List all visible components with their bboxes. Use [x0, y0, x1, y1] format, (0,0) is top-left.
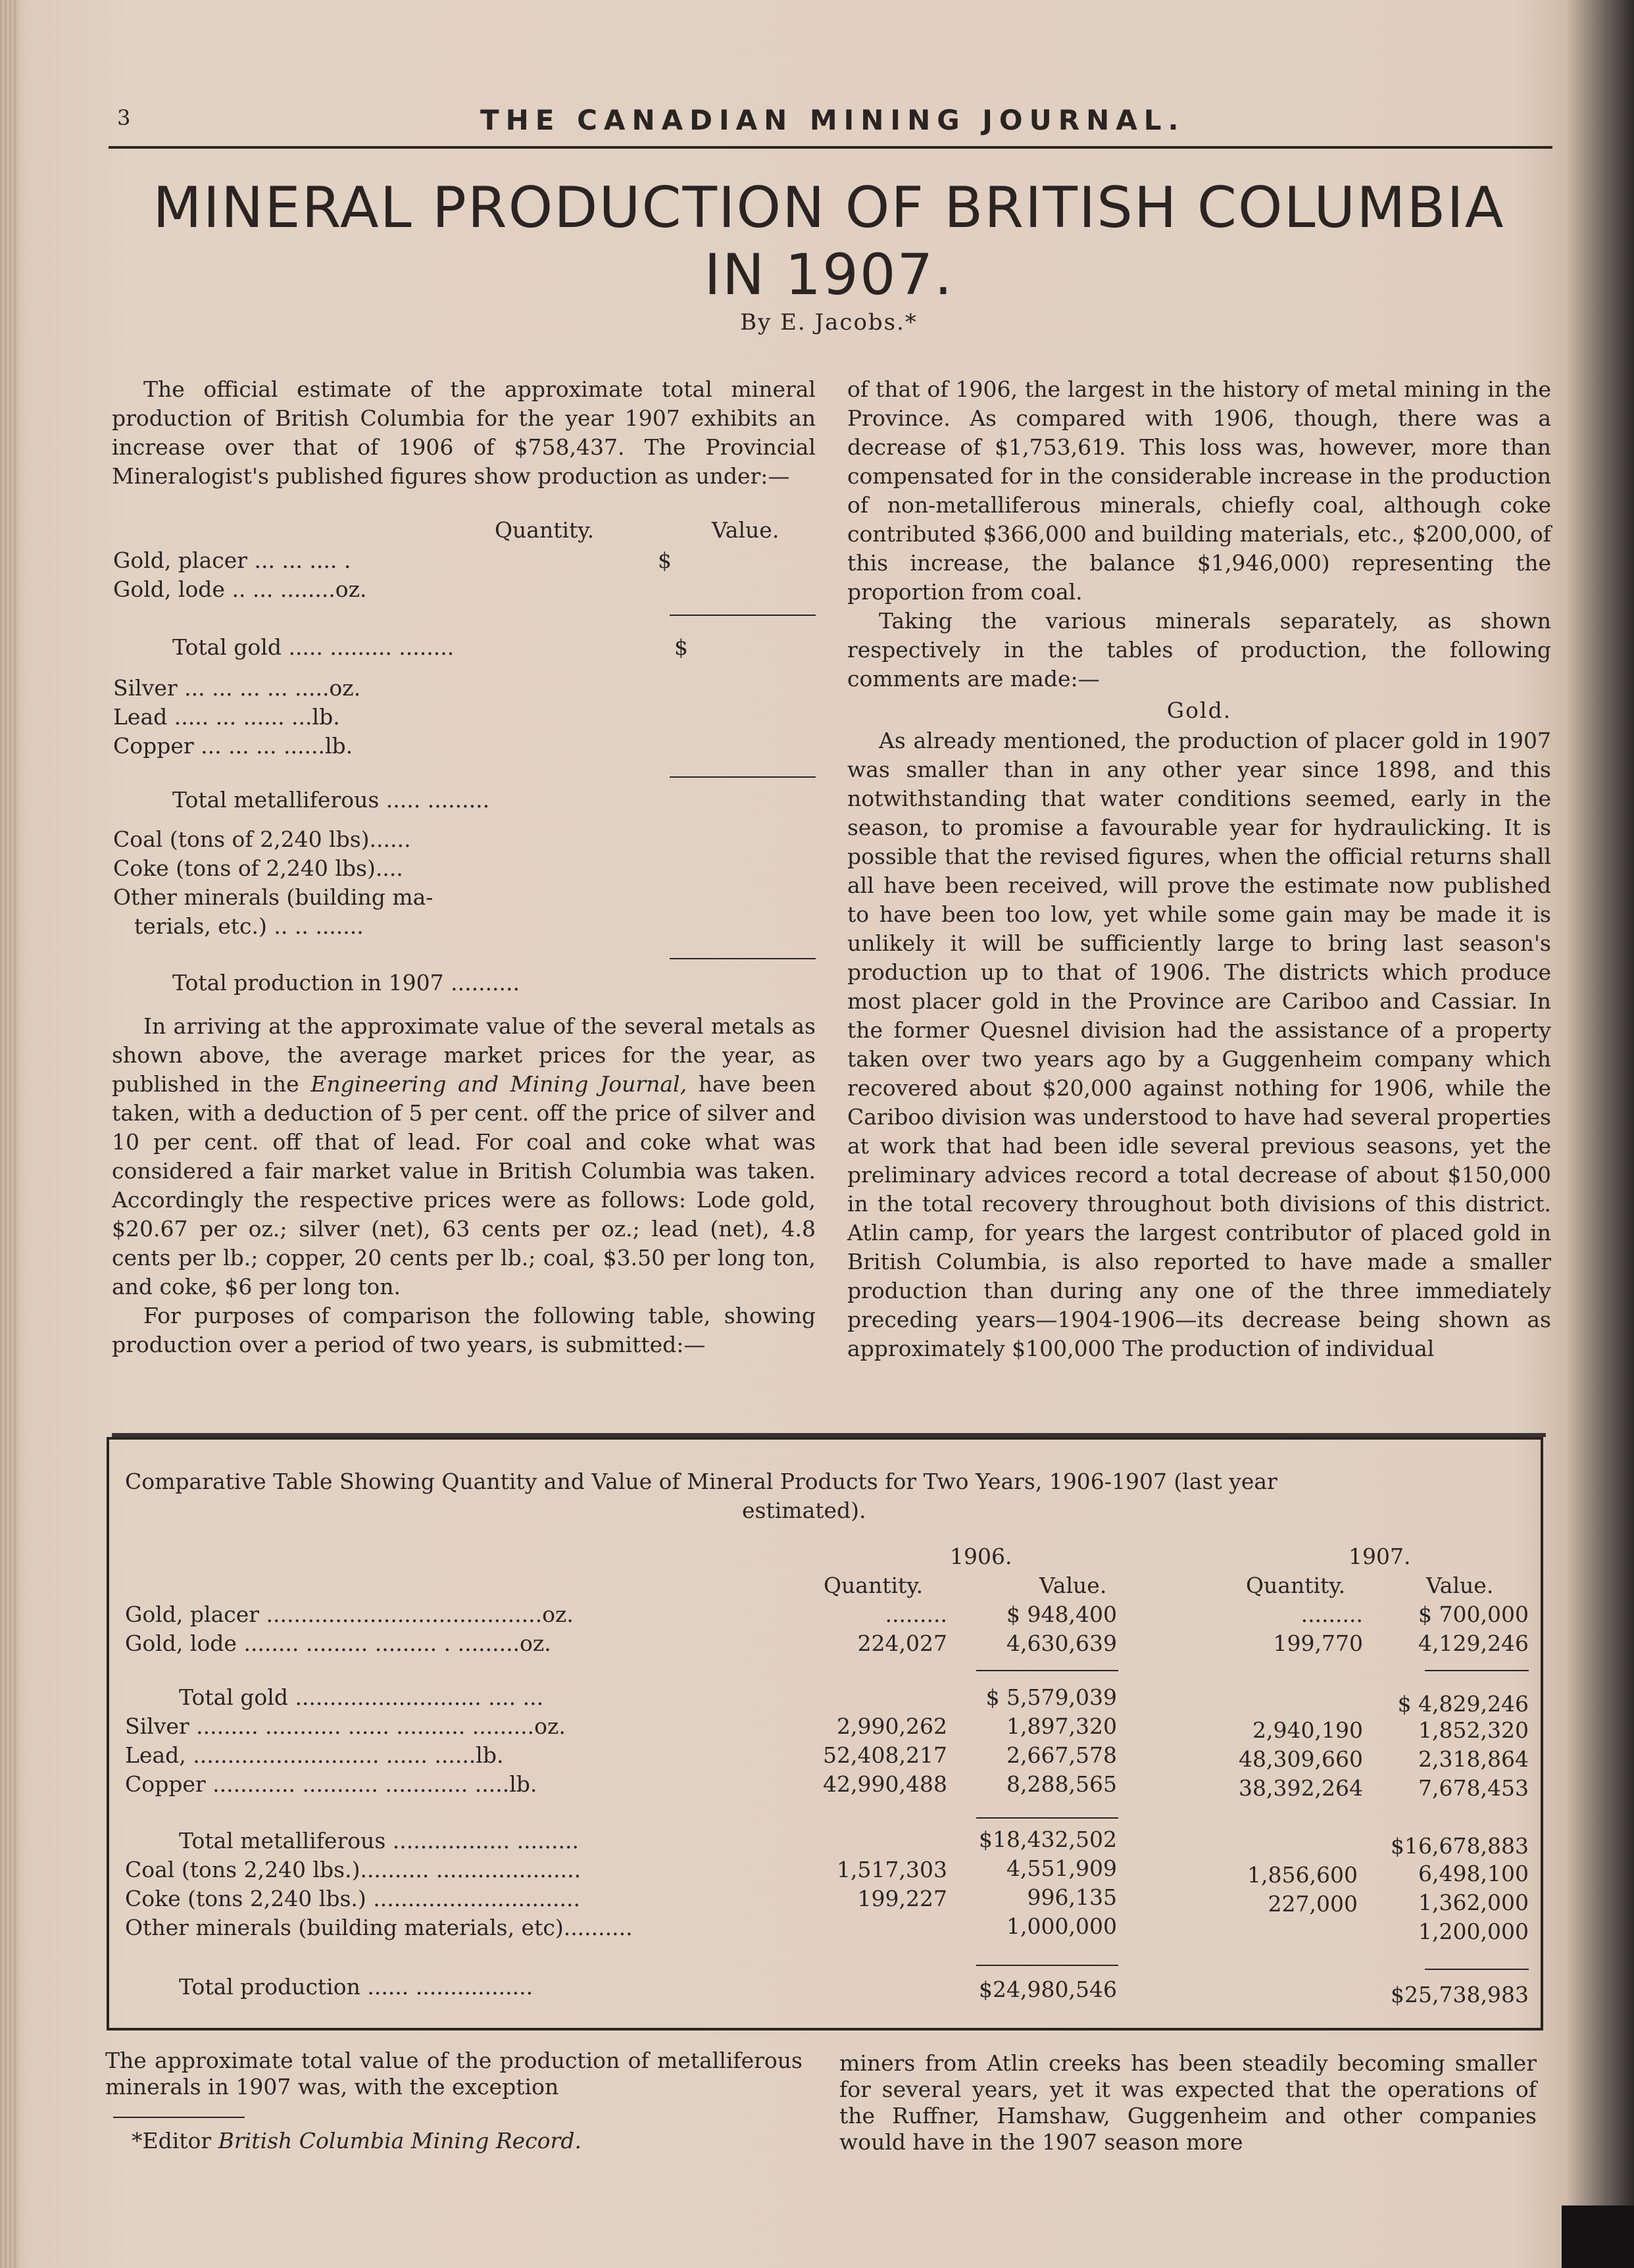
q1906: 1,517,303 — [837, 1857, 947, 1882]
table-header-value: Value. — [712, 517, 780, 543]
table-row-label: Gold, lode .. ... ........oz. — [113, 576, 367, 602]
v1907: 1,200,000 — [1418, 1919, 1529, 1944]
v1907: 1,362,000 — [1418, 1890, 1529, 1915]
v1907: 4,129,246 — [1418, 1630, 1529, 1656]
v1906: 996,135 — [1027, 1884, 1117, 1910]
header-rule — [109, 146, 1552, 149]
scan-corner — [1562, 2205, 1634, 2268]
q1907: 48,309,660 — [1239, 1746, 1363, 1772]
page-number: 3 — [117, 105, 131, 130]
table-row-label: Lead, ........................... ...... ......lb. — [125, 1742, 504, 1768]
table-row-label: Gold, lode ........ ......... ......... . .........oz. — [125, 1630, 551, 1656]
table-rule — [670, 615, 816, 616]
table-rule — [976, 1817, 1118, 1819]
v1906: 4,630,639 — [1006, 1630, 1117, 1656]
q1906: 42,990,488 — [823, 1771, 947, 1797]
table-row-label: Other minerals (building ma- — [113, 884, 433, 910]
year-1907: 1907. — [1349, 1544, 1411, 1569]
body-paragraph: For purposes of comparison the following table, showing production over a period of two years, is submitted:— — [112, 1303, 816, 1357]
q1906: 2,990,262 — [837, 1713, 947, 1739]
table-rule — [1425, 1670, 1529, 1671]
footnote-publication: British Columbia Mining Record. — [218, 2128, 582, 2154]
q1907: 2,940,190 — [1252, 1717, 1363, 1743]
v1906: 2,667,578 — [1006, 1742, 1117, 1768]
v1907: $25,738,983 — [1391, 1982, 1529, 2007]
col-quantity-1907: Quantity. — [1246, 1573, 1346, 1598]
body-paragraph: As already mentioned, the production of placer gold in 1907 was smaller than in any other year since 1898, and this notwithstanding that water conditions seemed, early in the season, to promise a favourable year for hydraulicking. It is possible that the revised figures, when the official returns shall all have been received, will prove the estimate now published to have been too low, yet while some gain may be made it is unlikely it will be sufficiently large to bring last season's production up to that of 1906. The districts which produce most placer gold in the Province are Cariboo and Cassiar. In the former Quesnel division had the assistance of a property taken over two years ago by a Guggenheim company which recovered about $20,000 against nothing for 1906, while the Cariboo division was understood to have had several properties at work that had been idle several previous seasons, yet the preliminary advices record a total decrease of about $150,000 in the total recovery throughout both divisions of this district. Atlin camp, for years the largest contributor of placed gold in British Columbia, is also reported to have made a smaller production than during any one of the three immediately preceding years—1904-1906—its decrease being shown as approximately $100,000 The production of individual — [847, 728, 1551, 1361]
v1907: $16,678,883 — [1391, 1833, 1529, 1859]
intro-paragraph: The official estimate of the approximate total mineral production of British Columbia for the year 1907 exhibits an increase over that of 1906 of $758,437. The Provincial Mineralogist's published figures show production as under:— — [112, 376, 816, 489]
article-title: MINERAL PRODUCTION OF BRITISH COLUMBIA — [153, 175, 1505, 241]
v1906: 4,551,909 — [1006, 1855, 1117, 1881]
table-row-label: Coal (tons 2,240 lbs.).......... ..................... — [125, 1857, 582, 1882]
q1906: 52,408,217 — [823, 1742, 947, 1768]
footnote-text: *Editor — [132, 2128, 218, 2154]
table-row-label: Copper ............ ........... ............ .....lb. — [125, 1771, 537, 1797]
q1907: 38,392,264 — [1239, 1775, 1363, 1801]
journal-title: Engineering and Mining Journal, — [310, 1071, 687, 1097]
table-row-label: Gold, placer ... ... .... . — [113, 547, 351, 573]
table-row-label: Total production ...... ................. — [179, 1974, 533, 2000]
v1906: $ 5,579,039 — [985, 1684, 1117, 1710]
table-row-label: Silver ... ... ... ... .....oz. — [113, 675, 361, 701]
v1907: 7,678,453 — [1418, 1775, 1529, 1801]
v1906: $24,980,546 — [979, 1977, 1117, 2002]
q1906: 224,027 — [857, 1630, 947, 1656]
table-row-label: Coal (tons of 2,240 lbs)...... — [113, 826, 411, 852]
table-row-label: Coke (tons 2,240 lbs.) .............................. — [125, 1886, 580, 1911]
v1907: 1,852,320 — [1418, 1717, 1529, 1743]
table-row-label: terials, etc.) .. .. ....... — [134, 913, 364, 939]
v1906: 1,897,320 — [1006, 1713, 1117, 1739]
v1907: $ 700,000 — [1418, 1601, 1529, 1627]
v1906: $ 948,400 — [1006, 1601, 1117, 1627]
table-rule — [670, 958, 816, 959]
q1907: ......... — [1300, 1601, 1363, 1627]
v1907: 2,318,864 — [1418, 1746, 1529, 1772]
table-row-label: Total metalliferous ................. ......... — [179, 1828, 580, 1853]
v1907: $ 4,829,246 — [1397, 1691, 1529, 1717]
table-row-label: Gold, placer ........................................oz. — [125, 1601, 574, 1627]
table-row-label: Silver ......... ........... ...... .......... .........oz. — [125, 1713, 566, 1739]
col-quantity-1906: Quantity. — [824, 1573, 924, 1598]
article-title-line2: IN 1907. — [704, 242, 954, 308]
binding-edge — [0, 0, 18, 2268]
bottom-right-paragraph: miners from Atlin creeks has been steadily becoming smaller for several years, yet it was expected that the operations of the Ruffner, Hamshaw, Guggenheim and other companies would have in the 1907 season more — [839, 2050, 1537, 2155]
footnote-rule — [113, 2117, 245, 2118]
table-row-label: Coke (tons of 2,240 lbs).... — [113, 855, 403, 881]
table-rule — [1425, 1969, 1529, 1970]
col-value-1907: Value. — [1426, 1573, 1494, 1598]
table-row-label: Total metalliferous ..... ......... — [172, 787, 490, 813]
table-dollar: $ — [658, 547, 672, 573]
byline: By E. Jacobs.* — [740, 309, 918, 336]
table-caption-line2: estimated). — [742, 1498, 866, 1523]
footnote — [132, 2128, 789, 2154]
body-text: In arriving at the approximate value of the several metals as shown above, the average market prices for the year, as published in the — [112, 1013, 816, 1097]
left-intro — [112, 375, 816, 491]
bottom-left-paragraph: The approximate total value of the production of metalliferous minerals in 1907 was, with the exception — [105, 2048, 803, 2100]
table-row-label: Total gold ..... ......... ........ — [172, 634, 455, 660]
q1907: 227,000 — [1268, 1891, 1358, 1917]
table-rule — [670, 776, 816, 778]
body-paragraph — [112, 1012, 816, 1301]
v1906: 8,288,565 — [1006, 1771, 1117, 1797]
table-header-quantity: Quantity. — [495, 517, 595, 543]
table-row-label: Copper ... ... ... ......lb. — [113, 733, 353, 759]
masthead: THE CANADIAN MINING JOURNAL. — [480, 104, 1185, 136]
body-paragraph: of that of 1906, the largest in the history of metal mining in the Province. As compared with 1906, though, there was a decrease of $1,753,619. This loss was, however, more than compensated for in the considerable increase in the production of non-metalliferous minerals, chiefly coal, although coke contributed $366,000 and building materials, etc., $200,000, of this increase, the balance $1,946,000) representing the proportion from coal. — [847, 376, 1551, 605]
table-row-label: Other minerals (building materials, etc).......... — [125, 1915, 633, 1940]
section-heading: Gold. — [1166, 697, 1232, 723]
table-dollar: $ — [674, 634, 688, 660]
year-1906: 1906. — [950, 1544, 1012, 1569]
table-row-label: Total gold ........................... .... ... — [179, 1684, 544, 1710]
body-paragraph: Taking the various minerals separately, as shown respectively in the tables of production, the following comments are made:— — [847, 608, 1551, 692]
q1906: ......... — [885, 1601, 947, 1627]
table-row-label: Lead ..... ... ...... ...lb. — [113, 704, 340, 730]
table-rule — [976, 1670, 1118, 1671]
col-value-1906: Value. — [1039, 1573, 1107, 1598]
v1906: 1,000,000 — [1006, 1913, 1117, 1939]
v1906: $18,432,502 — [979, 1827, 1117, 1852]
body-text: have been taken, with a deduction of 5 per cent. off the price of silver and 10 per cent. off that of lead. For coal and coke what was considered a fair market value in British Columbia was taken. Accordingly the respective prices were as follows: Lode gold, $20.67 per oz.; silver (net), 63 cents per oz.; lead (net), 4.8 cents per lb.; copper, 20 cents per lb.; coal, $3.50 per long ton, and coke, $6 per long ton. — [112, 1071, 816, 1299]
q1907: 1,856,600 — [1247, 1862, 1358, 1888]
q1907: 199,770 — [1273, 1630, 1363, 1656]
left-body — [112, 1012, 816, 1359]
table-row-label: Total production in 1907 .......... — [172, 970, 520, 995]
q1906: 199,227 — [857, 1886, 947, 1911]
v1907: 6,498,100 — [1418, 1861, 1529, 1886]
table-rule — [976, 1965, 1118, 1966]
right-column — [847, 375, 1551, 1363]
table-caption: Comparative Table Showing Quantity and Value of Mineral Products for Two Years, 1906-1907 (last year — [125, 1469, 1277, 1494]
